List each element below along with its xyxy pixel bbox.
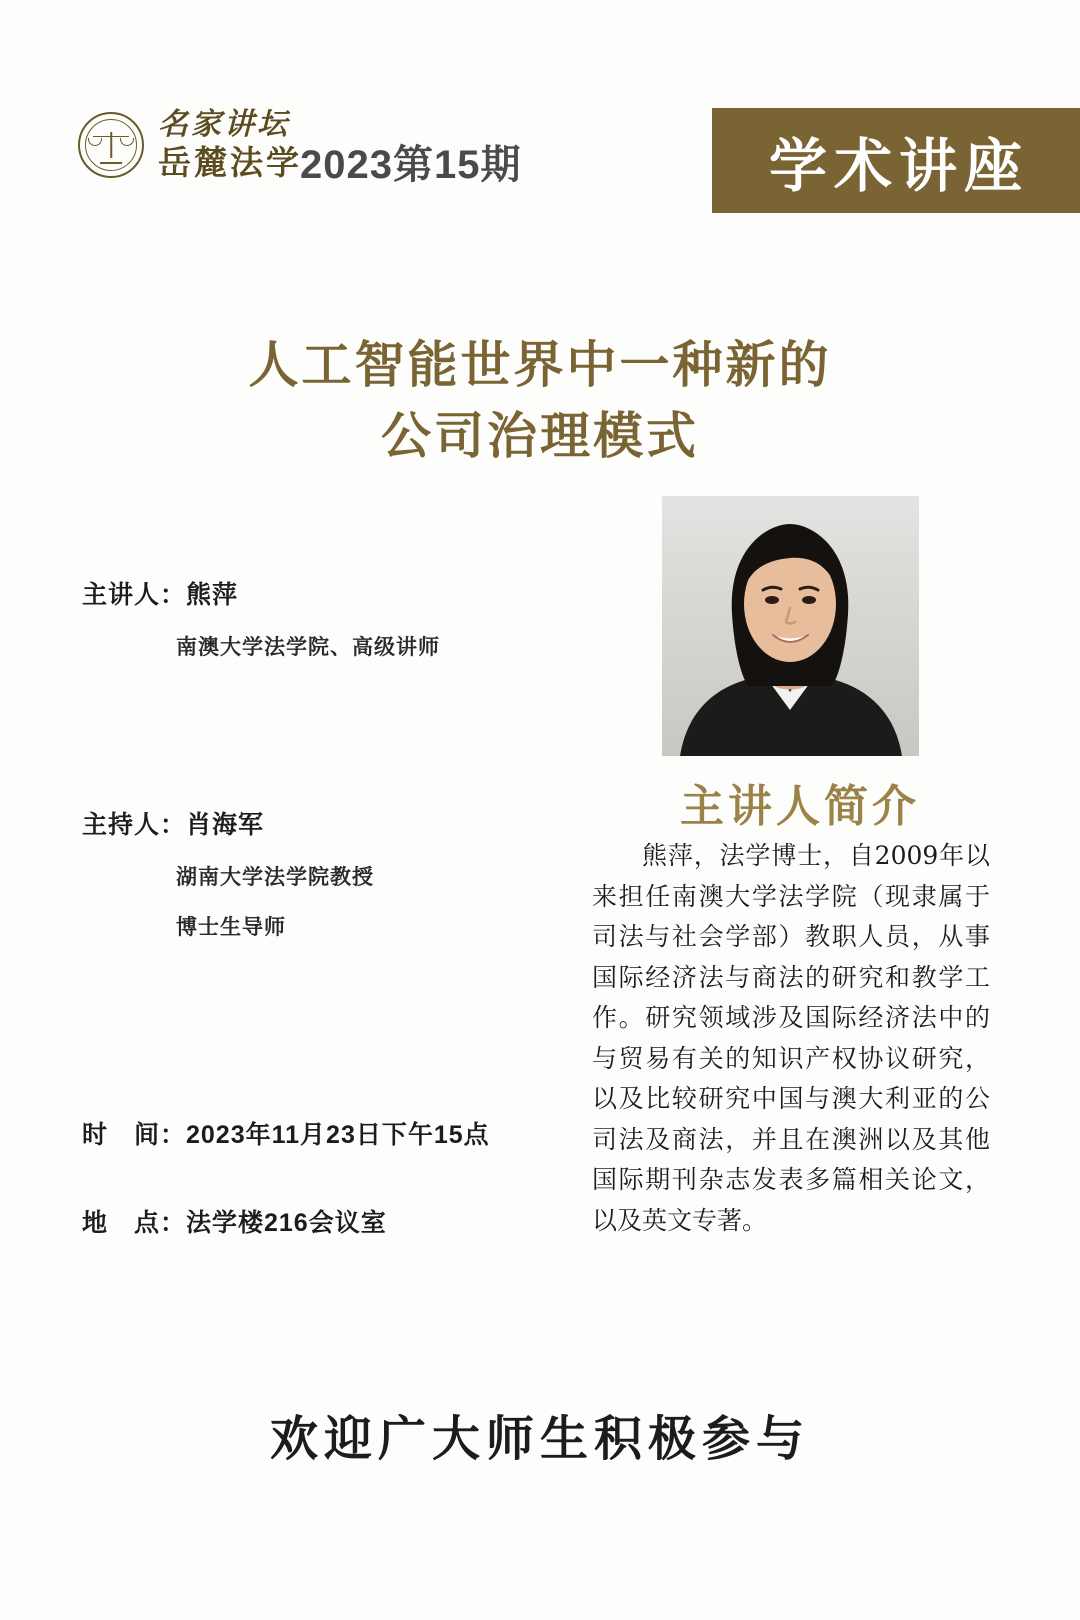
poster-header [0, 0, 1080, 230]
title-line-2: 公司治理模式 [381, 408, 699, 464]
brand-lockup [78, 107, 302, 182]
speaker-label: 主讲人：熊萍 [82, 581, 239, 609]
page-title [0, 330, 1080, 472]
call-to-action: 欢迎广大师生积极参与 [269, 1413, 810, 1466]
host-affiliation-2: 博士生导师 [176, 914, 286, 939]
speaker-affiliation: 南澳大学法学院、高级讲师 [176, 634, 440, 659]
title-line-1: 人工智能世界中一种新的 [248, 337, 832, 393]
issue-number: 2023第15期 [300, 143, 522, 187]
law-scale-seal-icon [78, 112, 144, 178]
brand-line-1: 名家讲坛 [158, 107, 290, 142]
speaker-photo [662, 496, 919, 756]
brand-line-2: 岳麓法学 [158, 143, 302, 182]
event-location: 地 点：法学楼216会议室 [82, 1209, 387, 1237]
brand-text [158, 107, 302, 182]
banner-label: 学术讲座 [768, 133, 1029, 199]
event-info [82, 575, 602, 1291]
speaker-block [82, 575, 602, 661]
host-block [82, 805, 602, 941]
host-label: 主持人：肖海军 [82, 811, 265, 839]
host-affiliation-1: 湖南大学法学院教授 [176, 864, 374, 889]
event-time: 时 间：2023年11月23日下午15点 [82, 1121, 490, 1149]
bio-text: 熊萍，法学博士，自2009年以来担任南澳大学法学院（现隶属于司法与社会学部）教职人员，从事国际经济法与商法的研究和教学工作。研究领域涉及国际经济法中的与贸易有关的知识产权协议研究，以及比较研究中国与澳大利亚的公司法及商法，并且在澳洲以及其他国际期刊杂志发表多篇相关论文，以及英文专著。 [592, 841, 990, 1235]
banner-badge [712, 108, 1080, 213]
bio-heading: 主讲人简介 [680, 781, 920, 832]
